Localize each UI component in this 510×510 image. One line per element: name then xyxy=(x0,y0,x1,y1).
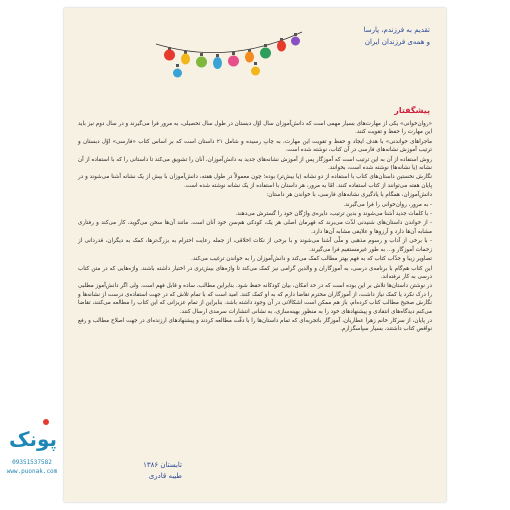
paragraph: - با کلمات جدید آشنا می‌شوند و بدین ترتیب، دایره‌ی واژگان خود را گسترش می‌دهند. xyxy=(235,211,432,218)
bulb xyxy=(181,51,190,65)
bulb xyxy=(164,47,175,61)
bulb xyxy=(196,53,207,68)
bulb xyxy=(173,64,182,78)
preface-body xyxy=(78,120,432,335)
signature-block xyxy=(92,460,182,482)
paragraph: - از خواندن داستان‌های شنیدنی لذّت می‌برند که قهرمان اصلی هر یک، کودکی هم‌سن خود آنان است. مانند آن‌ها سخن می‌گوید، کار می‌کند و رفتاری مشابه آن‌ها دارد و آرزوها و علایقی مشابه آن‌ها دارد. xyxy=(78,220,432,235)
paragraph: روش استفاده از آن به این ترتیب است که آموزگار پس از آموزش نشانه‌های جدید به دانش‌آموزان، آنان را تشویق می‌کند تا داستانی را که با استفاده از آن نشانه (یا نشانه‌ها) نوشته شده است، بخوانند. xyxy=(78,156,432,172)
paragraph: در نوشتن داستان‌ها تلاش بر این بوده است که در حد امکان، بیان کودکانه حفظ شود. بنابراین مطالب، ساده و قابل فهم است. ولی اگر دانش‌آموز مطلبی را درک نکرد یا کمک نیاز داشت، از آموزگاران محترم تقاضا دارم که به او کمک کنند. امید است که با تمام تلاش که در جهت استفاده‌ی درست از نشانه‌ها و نگارش صحیح مطالب کتاب کرده‌ام، باز هم ممکن است اشکالاتی در آن وجود داشته باشد. بنابراین از تمام عزیزانی که این کتاب را مطالعه می‌کنند، تقاضا می‌کنم دیدگاه‌های انتقادی و پیشنهادهای خود را به منظور بهینه‌سازی، به نشانی انتشارات سرمدی ارسال کنند. xyxy=(78,283,432,315)
watermark-site: www.puonak.com xyxy=(6,468,58,475)
brand-logo-icon xyxy=(4,400,62,500)
bulb xyxy=(291,33,300,46)
brand-logo-text: پونک xyxy=(8,427,58,451)
paragraph: این کتاب هم‌گام با برنامه‌ی درسی، به آموزگاران و والدین گرامی نیز کمک می‌کند تا واژه‌های بیش‌تری در اختیار داشته باشند. واژه‌هایی که در متن کتاب درسی به کار نرفته‌اند. xyxy=(78,265,432,280)
section-heading: پیشگفتار xyxy=(394,106,430,115)
bulb xyxy=(213,54,222,69)
bulb xyxy=(277,38,286,52)
bulb xyxy=(228,52,239,67)
paragraph: نگارش نخستین داستان‌های کتاب با استفاده از دو نشانه (یا بیش‌تر) بوده؛ چون معمولاً در طول هفته، دانش‌آموزان با بیش از یک نشانه آشنا می‌شوند و در پایان هفته می‌توانند از کتاب استفاده کنند. امّا به مرور، هر داستان با استفاده از یک نشانه نوشته شده است. xyxy=(78,174,432,189)
bulb xyxy=(245,49,254,63)
paragraph: دانش‌آموزان، همگام با یادگیری نشانه‌های فارسی، با خواندن هر داستان: xyxy=(266,192,432,199)
dedication-line-1: تقدیم به فرزندم، پارسا xyxy=(363,26,430,34)
paragraph: در پایان، از سرکار خانم زهرا عطاریان، آموزگار باتجربه‌ای که تمام داستان‌ها را با دقّت مطالعه کردند و پیشنهادهای ارزنده‌ای در جهت اصلاح مطالب و رفع نواقص کتاب داشتند، بسیار سپاسگزارم. xyxy=(78,317,432,333)
watermark-contact xyxy=(2,458,62,476)
paragraph: - به مرور، روان‌خوانی را فرا می‌گیرند. xyxy=(343,201,432,208)
book-page xyxy=(64,8,446,502)
watermark-phone: 09351537582 xyxy=(12,459,52,466)
paragraph: ماجراهای خواندنی» با هدف ایجاد و حفظ و تقویت این مهارت، به چاپ رسیده و شامل ۲۱ داستان است که بر اساس کتاب «فارسی» اوّل دبستان و ترتیب آموزش نشانه‌های فارسی در آن کتاب، نوشته شده است. xyxy=(78,138,432,154)
bulb xyxy=(251,62,260,76)
dedication xyxy=(290,24,430,48)
dedication-line-2: و همه‌ی فرزندان ایران xyxy=(364,38,430,46)
paragraph: «روان‌خوانی» یکی از مهارت‌های بسیار مهمی است که دانش‌آموزان سال اوّل دبستان در طول سال تحصیلی، به مرور فرا می‌گیرند و در سال دوم نیز باید این مهارت را حفظ و تقویت کنند. xyxy=(78,121,432,136)
paragraph: - با برخی از آداب و رسوم مذهبی و ملّی آشنا می‌شوند و با برخی از نکات اخلاقی، از جمله رعایت احترام به بزرگ‌ترها، کمک به دیگران، قدردانی از زحمات آموزگار و... به طور غیرمستقیم فرا می‌گیرند. xyxy=(78,238,432,253)
light-garland-illustration xyxy=(154,26,304,96)
paragraph: تصاویر زیبا و جذّاب کتاب که به فهم بهتر مطالب کمک می‌کند و دانش‌آموزان را به خواندن ترغیب می‌کند. xyxy=(191,256,432,263)
signature-date: تابستان ۱۳۸۶ xyxy=(143,461,182,469)
signature-author: طیبه قادری xyxy=(148,472,182,480)
